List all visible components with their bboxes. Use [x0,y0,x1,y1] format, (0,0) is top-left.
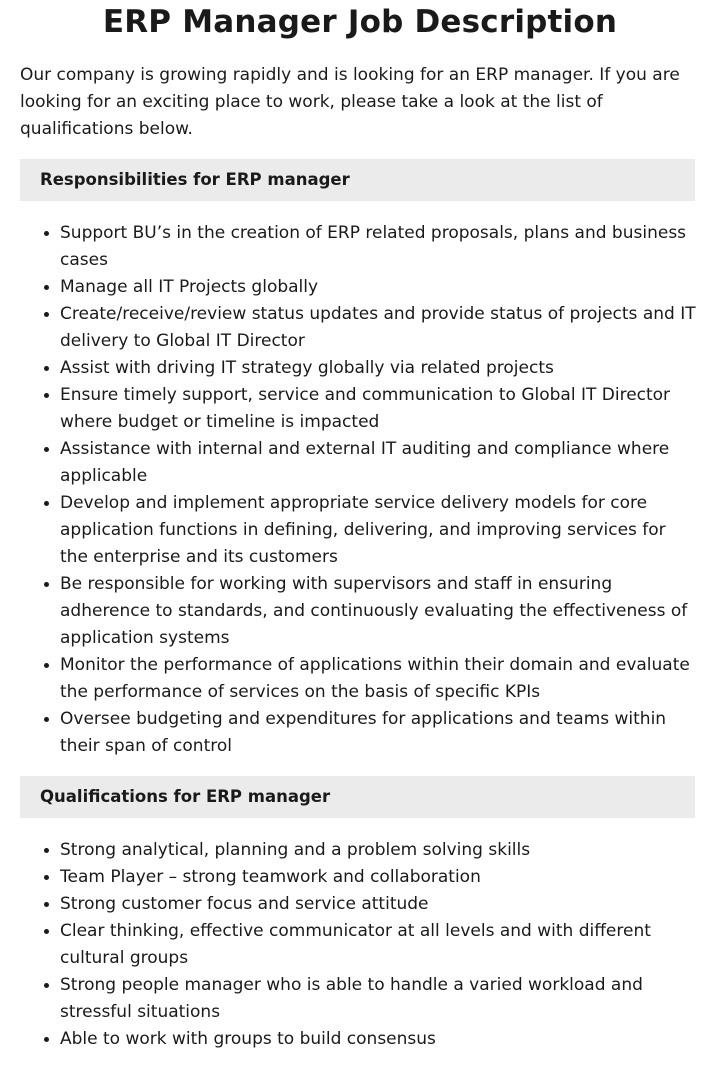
qualifications-list [0,837,720,1053]
list-item: • Assistance with internal and external IT auditing and compliance where applicable [60,436,698,490]
qualifications-heading: Qualifications for ERP manager [20,776,695,818]
responsibilities-heading: Responsibilities for ERP manager [20,159,695,201]
list-item: • Create/receive/review status updates and provide status of projects and IT delivery to Global IT Director [60,301,698,355]
list-item: • Manage all IT Projects globally [60,274,698,301]
list-item: • Team Player – strong teamwork and collaboration [60,864,698,891]
list-item: • Develop and implement appropriate service delivery models for core application functions in defining, delivering, and improving services for the enterprise and its customers [60,490,698,571]
list-item: • Strong people manager who is able to handle a varied workload and stressful situations [60,972,698,1026]
list-item: • Be responsible for working with supervisors and staff in ensuring adherence to standards, and continuously evaluating the effectiveness of application systems [60,571,698,652]
list-item: • Support BU’s in the creation of ERP related proposals, plans and business cases [60,220,698,274]
list-item: • Able to work with groups to build consensus [60,1026,698,1053]
list-item: • Ensure timely support, service and communication to Global IT Director where budget or timeline is impacted [60,382,698,436]
list-item: • Assist with driving IT strategy globally via related projects [60,355,698,382]
list-item: • Strong customer focus and service attitude [60,891,698,918]
list-item: • Oversee budgeting and expenditures for applications and teams within their span of control [60,706,698,760]
list-item: • Strong analytical, planning and a problem solving skills [60,837,698,864]
list-item: • Clear thinking, effective communicator at all levels and with different cultural groups [60,918,698,972]
page-title: ERP Manager Job Description [102,4,618,40]
intro-paragraph: Our company is growing rapidly and is looking for an ERP manager. If you are looking for an exciting place to work, please take a look at the list of qualifications below. [20,65,680,139]
list-item: • Monitor the performance of applications within their domain and evaluate the performance of services on the basis of specific KPIs [60,652,698,706]
responsibilities-list [0,220,720,760]
